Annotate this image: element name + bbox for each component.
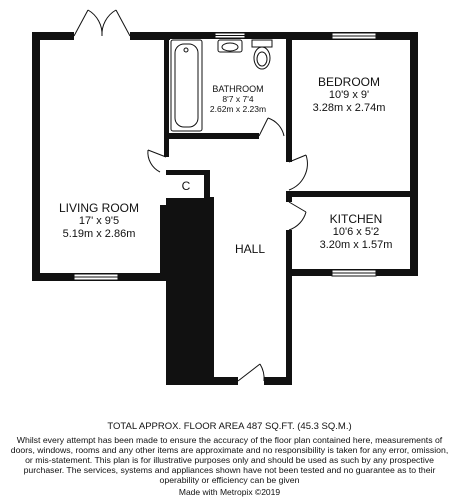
disclaimer-text: Whilst every attempt has been made to ensure the accuracy of the floor plan contained here, measurements of doors, windows, rooms and any other items are approximate and no responsibility is taken for any error, omission, or mis-statement. This plan is for illustrative purposes only and should be used as such by any prospective purchaser. The services, systems and appliances shown have not been tested and no guarantee as to their operability or efficiency can be given (10, 435, 449, 485)
bathroom-dim-imperial: 8'7 x 7'4 (222, 94, 254, 104)
hall-name: HALL (234, 242, 266, 256)
bedroom-label (296, 76, 402, 115)
basin (218, 40, 242, 52)
cupboard-name: C (181, 179, 191, 193)
wall-cupboard-bottom (166, 198, 210, 204)
kitchen-dim-metric: 3.20m x 1.57m (319, 239, 393, 251)
wall-bathroom-bedroom (286, 32, 292, 162)
wall-left (32, 32, 40, 281)
wall-bedroom-bottom (286, 191, 418, 197)
bathroom-name: BATHROOM (212, 84, 264, 94)
wall-hall-right (286, 192, 292, 202)
bedroom-name: BEDROOM (317, 75, 380, 89)
kitchen-dim-imperial: 10'6 x 5'2 (332, 226, 380, 238)
wall-bathroom-bottom (164, 133, 259, 139)
bathroom-dim-metric: 2.62m x 2.23m (209, 104, 267, 114)
total-floor-area: TOTAL APPROX. FLOOR AREA 487 SQ.FT. (45.3 SQ.M.) (107, 421, 352, 432)
bedroom-dim-metric: 3.28m x 2.74m (312, 102, 386, 114)
credit-text: Made with Metropix ©2019 (178, 487, 281, 497)
living-room-name: LIVING ROOM (58, 201, 139, 215)
cupboard-label (168, 180, 204, 193)
kitchen-name: KITCHEN (329, 212, 383, 226)
living-room-dim-imperial: 17' x 9'5 (78, 215, 120, 227)
wall-right (410, 32, 418, 276)
wall-cupboard-top (166, 170, 210, 175)
wall-hall-right-lower (286, 230, 292, 385)
living-room-label (40, 202, 158, 241)
bedroom-dim-imperial: 10'9 x 9' (328, 89, 370, 101)
hall-label (222, 243, 278, 256)
toilet (252, 40, 272, 69)
bathroom-label (198, 84, 278, 114)
living-room-dim-metric: 5.19m x 2.86m (62, 228, 136, 240)
wall-hall-bottom-right (264, 377, 292, 385)
kitchen-label (304, 213, 408, 252)
stairwell (166, 204, 214, 385)
